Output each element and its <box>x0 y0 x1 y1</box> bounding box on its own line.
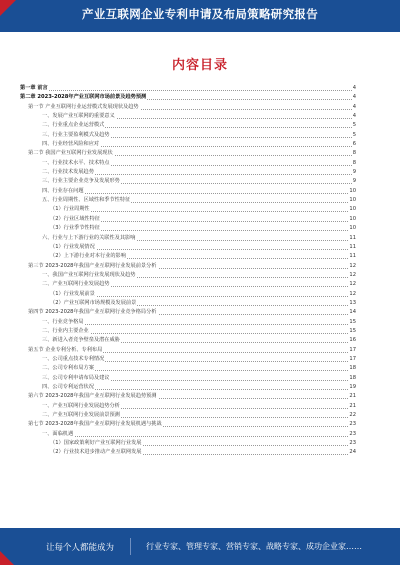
toc-entry-page: 19 <box>348 383 356 392</box>
toc-entry[interactable] <box>20 196 356 205</box>
toc-entry-page: 11 <box>348 243 356 252</box>
toc-entry-title: 四、行业经营风险和应对 <box>20 140 100 149</box>
toc-entry-title: 第一章 前言 <box>20 84 49 93</box>
toc-entry[interactable] <box>20 308 356 317</box>
toc-entry-title: 三、行业主要盈利模式及趋势 <box>20 131 110 140</box>
toc-entry-page: 10 <box>348 196 356 205</box>
page-header <box>0 0 400 32</box>
toc-entry-page: 13 <box>348 299 356 308</box>
toc-entry[interactable] <box>20 243 356 252</box>
toc-entry-title: 一、公司重点技术专利情况 <box>20 355 105 364</box>
toc-entry-title: 三、公司专利申请布局及建议 <box>20 374 110 383</box>
toc-entry-page: 18 <box>348 364 356 373</box>
toc-entry[interactable] <box>20 215 356 224</box>
toc-entry[interactable] <box>20 252 356 261</box>
toc-entry[interactable] <box>20 121 356 130</box>
toc-entry-page: 11 <box>348 234 356 243</box>
toc-entry[interactable] <box>20 420 356 429</box>
toc-entry-page: 12 <box>348 290 356 299</box>
toc-entry-title: （1）行业发展前景 <box>20 290 96 299</box>
toc-entry-title: 一、行业竞争格局 <box>20 318 85 327</box>
toc-entry-page: 12 <box>348 280 356 289</box>
toc-entry[interactable] <box>20 299 356 308</box>
toc-entry-page: 14 <box>348 308 356 317</box>
toc-entry-title: 四、公司专利运营状况 <box>20 383 95 392</box>
toc-entry-title: （1）国家政策利好产业互联网行业发展 <box>20 439 143 448</box>
toc-entry[interactable] <box>20 103 356 112</box>
toc-entry-title: （1）行业周期性 <box>20 205 91 214</box>
toc-entry-title: 第三节 2023-2028年我国产业互联网行业发展前景分析 <box>20 262 158 271</box>
toc-entry-title: （3）行业季节性特征 <box>20 224 101 233</box>
toc-entry-title: 第二章 2023-2028年产业互联网市场前景及趋势预测 <box>20 93 147 102</box>
toc-entry[interactable] <box>20 262 356 271</box>
toc-entry-title: 第四节 2023-2028年我国产业互联网行业竞争格局分析 <box>20 308 158 317</box>
toc-entry-title: 三、行业主要企业竞争及发展形势 <box>20 177 121 186</box>
toc-entry-page: 15 <box>348 318 356 327</box>
toc-entry-page: 24 <box>348 448 356 457</box>
toc-entry[interactable] <box>20 318 356 327</box>
toc-entry[interactable] <box>20 383 356 392</box>
toc-entry-title: （2）行业技术进步推动产业互联网发展 <box>20 448 143 457</box>
footer-corner-accent <box>0 551 14 565</box>
toc-entry-title: 第七节 2023-2028年我国产业互联网行业发展机遇与挑战 <box>20 420 163 429</box>
toc-entry[interactable] <box>20 392 356 401</box>
toc-entry[interactable] <box>20 187 356 196</box>
toc-entry[interactable] <box>20 84 356 93</box>
toc-entry-page: 4 <box>352 112 356 121</box>
toc-entry-title: 四、行业存在问题 <box>20 187 85 196</box>
toc-entry-page: 10 <box>348 205 356 214</box>
toc-entry-title: 一、我国产业互联网行业发展现状及趋势 <box>20 271 136 280</box>
toc-entry-page: 8 <box>352 159 356 168</box>
toc-entry-page: 23 <box>348 439 356 448</box>
toc-entry[interactable] <box>20 448 356 457</box>
toc-entry-title: 二、公司专利布局方案 <box>20 364 95 373</box>
toc-entry-title: （1）行业发展情况 <box>20 243 96 252</box>
toc-entry-title: 二、行业重点企业运营模式 <box>20 121 105 130</box>
toc-entry-title: 二、行业技术发展趋势 <box>20 168 95 177</box>
toc-entry[interactable] <box>20 112 356 121</box>
toc-entry[interactable] <box>20 280 356 289</box>
toc-entry-title: 六、行业与上下游行业的关联性及其影响 <box>20 234 136 243</box>
toc-entry-title: 二、行业内主要企业 <box>20 327 90 336</box>
toc-entry-title: 五、行业周期性、区域性和季节性特征 <box>20 196 131 205</box>
toc-entry-title: 二、产业互联网行业发展前景预测 <box>20 411 121 420</box>
toc-entry-page: 15 <box>348 327 356 336</box>
toc-entry-page: 17 <box>348 346 356 355</box>
toc-entry-page: 6 <box>352 140 356 149</box>
toc-entry[interactable] <box>20 439 356 448</box>
toc-entry-page: 4 <box>352 93 356 102</box>
table-of-contents <box>20 84 356 458</box>
toc-entry-title: 第二节 我国产业互联网行业发展现状 <box>20 149 114 158</box>
toc-entry[interactable] <box>20 374 356 383</box>
toc-entry[interactable] <box>20 205 356 214</box>
toc-entry[interactable] <box>20 131 356 140</box>
toc-entry-page: 8 <box>352 149 356 158</box>
toc-heading: 内容目录 <box>171 58 228 73</box>
footer-divider <box>130 538 131 555</box>
toc-entry[interactable] <box>20 346 356 355</box>
toc-entry[interactable] <box>20 140 356 149</box>
toc-entry-page: 5 <box>352 131 356 140</box>
toc-entry[interactable] <box>20 234 356 243</box>
toc-entry-title: 第一节 产业互联网行业运营模式发展现状及趋势 <box>20 103 140 112</box>
toc-entry-page: 10 <box>348 215 356 224</box>
report-title: 产业互联网企业专利申请及布局策略研究报告 <box>82 7 318 21</box>
toc-entry-page: 9 <box>352 177 356 186</box>
toc-entry-page: 9 <box>352 168 356 177</box>
toc-entry-page: 10 <box>348 187 356 196</box>
toc-entry-title: 一、行业技术水平、技术特点 <box>20 159 110 168</box>
toc-entry-page: 16 <box>348 336 356 345</box>
toc-entry-page: 12 <box>348 271 356 280</box>
toc-entry-title: 三、新进入者竞争壁垒及潜在威胁 <box>20 336 121 345</box>
toc-entry[interactable] <box>20 93 356 102</box>
toc-entry-page: 5 <box>352 121 356 130</box>
toc-entry[interactable] <box>20 168 356 177</box>
toc-entry-title: 一、产业互联网行业发展趋势分析 <box>20 402 121 411</box>
toc-entry[interactable] <box>20 271 356 280</box>
toc-entry-title: 第五节 企业专利分析、专利布局 <box>20 346 103 355</box>
toc-entry-title: 一、发展产业互联网的重要意义 <box>20 112 116 121</box>
toc-entry[interactable] <box>20 149 356 158</box>
toc-entry[interactable] <box>20 411 356 420</box>
toc-entry-page: 23 <box>348 420 356 429</box>
toc-leader-dots <box>20 90 356 91</box>
toc-entry[interactable] <box>20 159 356 168</box>
footer-slogan: 让每个人都能成为 <box>46 543 115 553</box>
toc-entry-page: 22 <box>348 411 356 420</box>
toc-entry-page: 21 <box>348 402 356 411</box>
toc-entry-page: 17 <box>348 355 356 364</box>
toc-entry[interactable] <box>20 290 356 299</box>
toc-entry-page: 12 <box>348 262 356 271</box>
toc-entry[interactable] <box>20 327 356 336</box>
toc-entry-page: 18 <box>348 374 356 383</box>
toc-entry-page: 11 <box>348 252 356 261</box>
toc-entry-title: 一、面临机遇 <box>20 430 74 439</box>
toc-entry-title: （2）上下游行业对本行业的影响 <box>20 252 127 261</box>
footer-tagline: 行业专家、管理专家、营销专家、战略专家、成功企业家…… <box>146 542 362 551</box>
page-footer <box>0 528 400 565</box>
toc-entry[interactable] <box>20 355 356 364</box>
toc-entry[interactable] <box>20 402 356 411</box>
toc-entry-page: 21 <box>348 392 356 401</box>
toc-entry-page: 4 <box>352 103 356 112</box>
toc-entry-title: （2）行业区域性特征 <box>20 215 101 224</box>
toc-entry[interactable] <box>20 177 356 186</box>
toc-entry[interactable] <box>20 364 356 373</box>
toc-entry-page: 4 <box>352 84 356 93</box>
toc-entry-title: （2）产业互联网市场规模及发展前景 <box>20 299 137 308</box>
toc-entry-title: 第六节 2023-2028年我国产业互联网行业发展趋势预测 <box>20 392 158 401</box>
toc-entry-title: 二、产业互联网行业发展趋势 <box>20 280 110 289</box>
toc-entry-page: 23 <box>348 430 356 439</box>
toc-entry[interactable] <box>20 224 356 233</box>
toc-entry[interactable] <box>20 336 356 345</box>
toc-entry-page: 10 <box>348 224 356 233</box>
toc-entry[interactable] <box>20 430 356 439</box>
